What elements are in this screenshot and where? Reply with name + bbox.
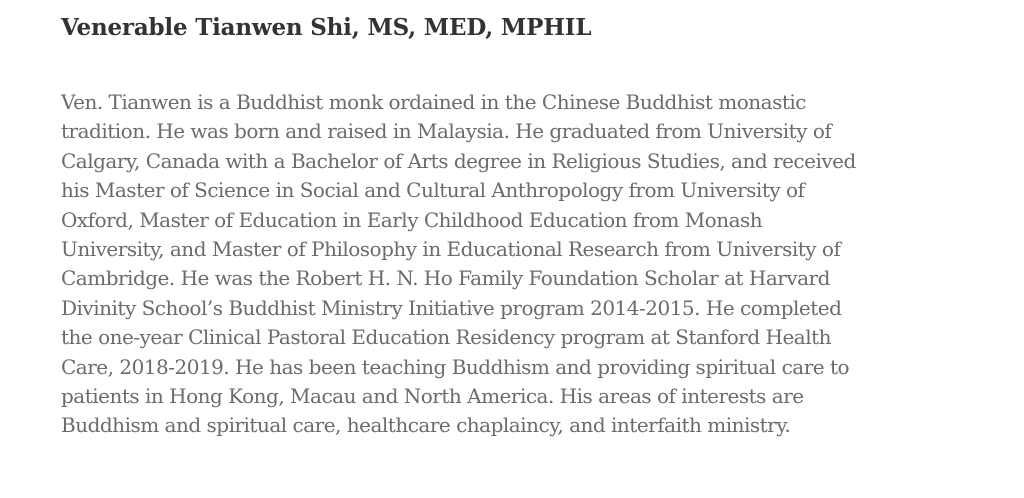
bio-line: Calgary, Canada with a Bachelor of Arts degree in Religious Studies, and received (61, 148, 856, 173)
bio-line: Divinity School’s Buddhist Ministry Initiative program 2014-2015. He completed (61, 295, 842, 320)
bio-line: patients in Hong Kong, Macau and North America. His areas of interests are (61, 384, 804, 409)
bio-line: Cambridge. He was the Robert H. N. Ho Family Foundation Scholar at Harvard (61, 266, 830, 291)
bio-line: Buddhism and spiritual care, healthcare chaplaincy, and interfaith ministry. (61, 413, 791, 438)
profile-biography (61, 88, 961, 441)
bio-line: his Master of Science in Social and Cultural Anthropology from University of (61, 178, 805, 203)
bio-line: tradition. He was born and raised in Malaysia. He graduated from University of (61, 119, 832, 144)
bio-line: Ven. Tianwen is a Buddhist monk ordained in the Chinese Buddhist monastic (61, 90, 806, 114)
profile-name: Venerable Tianwen Shi, MS, MED, MPHIL (61, 14, 592, 41)
bio-line: Oxford, Master of Education in Early Childhood Education from Monash (61, 207, 763, 232)
bio-line: the one-year Clinical Pastoral Education Residency program at Stanford Health (61, 325, 832, 350)
bio-line: University, and Master of Philosophy in Educational Research from University of (61, 237, 841, 262)
bio-line: Care, 2018-2019. He has been teaching Buddhism and providing spiritual care to (61, 354, 850, 379)
